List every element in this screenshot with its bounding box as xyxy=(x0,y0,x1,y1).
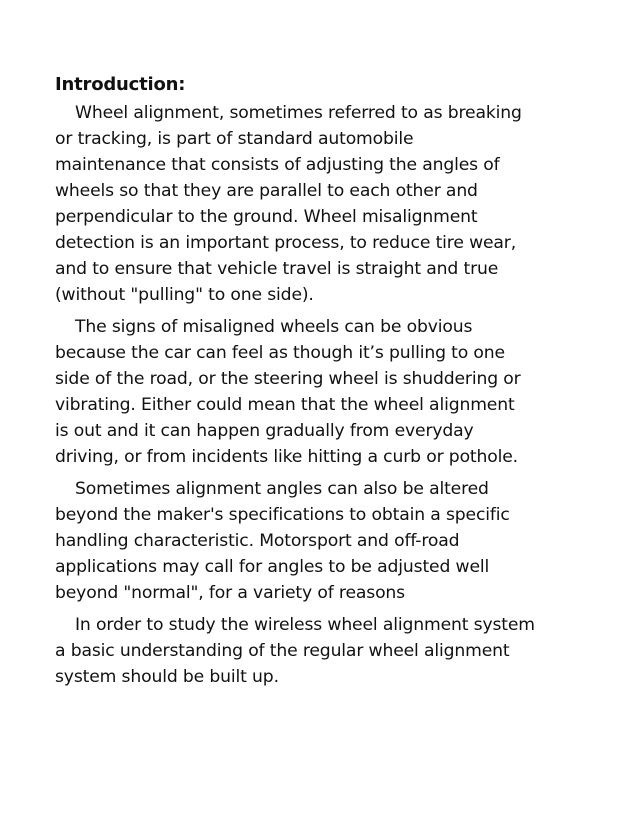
section-heading: Introduction: xyxy=(55,74,186,95)
paragraph-line: Wheel alignment, sometimes referred to as breaking xyxy=(75,103,522,123)
paragraph-line: system should be built up. xyxy=(55,667,279,687)
document-page xyxy=(55,72,615,696)
paragraph-4 xyxy=(55,612,615,690)
paragraph-line: The signs of misaligned wheels can be obvious xyxy=(75,317,473,337)
paragraph-line: driving, or from incidents like hitting a curb or pothole. xyxy=(55,447,518,467)
paragraph-1 xyxy=(55,100,615,308)
paragraph-3 xyxy=(55,476,615,606)
paragraph-2 xyxy=(55,314,615,470)
paragraph-line: beyond the maker's specifications to obtain a specific xyxy=(55,505,510,525)
paragraph-line: perpendicular to the ground. Wheel misalignment xyxy=(55,207,478,227)
paragraph-line: detection is an important process, to reduce tire wear, xyxy=(55,233,517,253)
paragraph-line: a basic understanding of the regular wheel alignment xyxy=(55,641,510,661)
paragraph-line: handling characteristic. Motorsport and off-road xyxy=(55,531,460,551)
paragraph-line: vibrating. Either could mean that the wheel alignment xyxy=(55,395,515,415)
paragraph-line: wheels so that they are parallel to each other and xyxy=(55,181,478,201)
paragraph-line: and to ensure that vehicle travel is straight and true xyxy=(55,259,499,279)
paragraph-line: side of the road, or the steering wheel is shuddering or xyxy=(55,369,521,389)
paragraph-line: beyond "normal", for a variety of reasons xyxy=(55,583,405,603)
paragraph-line: or tracking, is part of standard automobile xyxy=(55,129,414,149)
paragraph-line: applications may call for angles to be adjusted well xyxy=(55,557,490,577)
paragraph-line: is out and it can happen gradually from everyday xyxy=(55,421,474,441)
paragraph-line: (without "pulling" to one side). xyxy=(55,285,314,305)
paragraph-line: Sometimes alignment angles can also be altered xyxy=(75,479,489,499)
paragraph-line: because the car can feel as though it’s pulling to one xyxy=(55,343,505,363)
paragraph-line: In order to study the wireless wheel alignment system xyxy=(75,615,535,635)
paragraph-line: maintenance that consists of adjusting the angles of xyxy=(55,155,500,175)
